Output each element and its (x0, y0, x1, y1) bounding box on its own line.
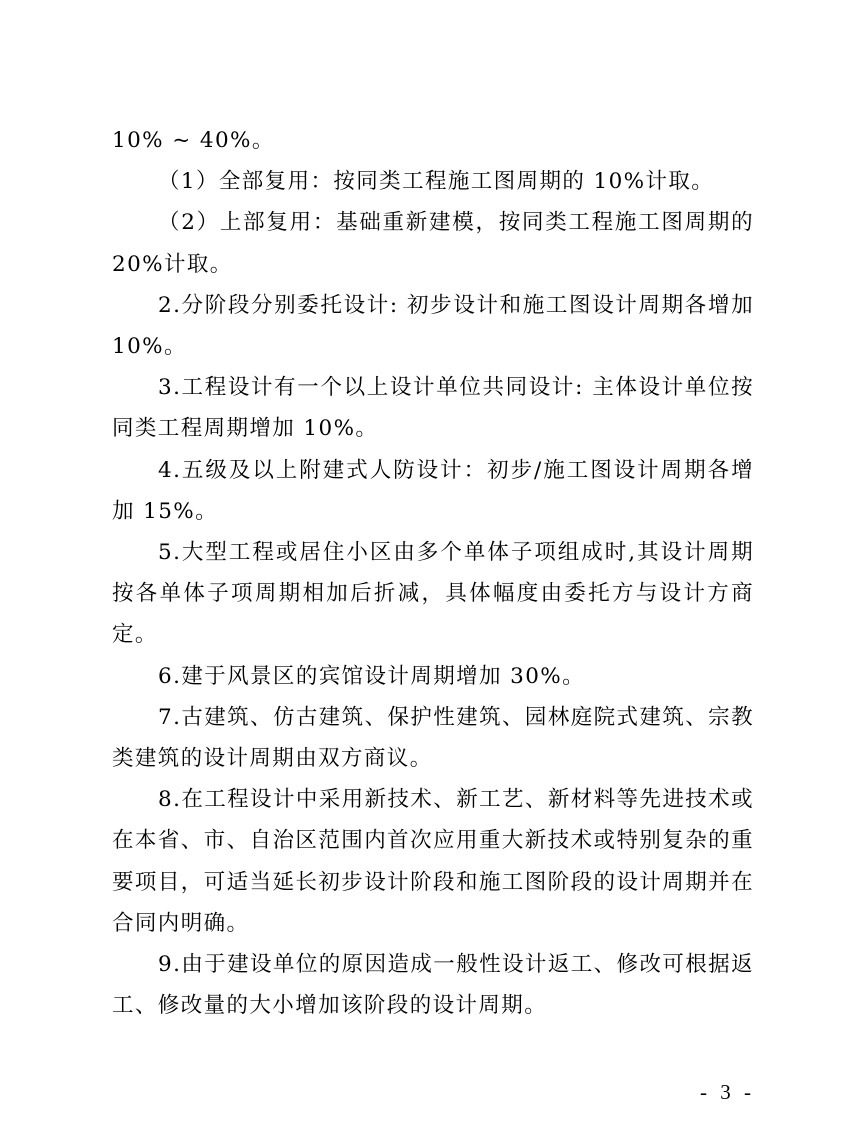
paragraph: 6.建于风景区的宾馆设计周期增加 30%。 (158, 663, 586, 689)
paragraph: 9.由于建设单位的原因造成一般性设计返工、修改可根据返工、修改量的大小增加该阶段的设计周期。 (112, 952, 754, 1019)
body-text (112, 120, 754, 1026)
paragraph: 7.古建筑、仿古建筑、保护性建筑、园林庭院式建筑、宗教类建筑的设计周期由双方商议。 (112, 704, 754, 772)
paragraph: 5.大型工程或居住小区由多个单体子项组成时,其设计周期按各单体子项周期相加后折减，具体幅度由委托方与设计方商定。 (112, 540, 754, 648)
paragraph: 4.五级及以上附建式人防设计：初步/施工图设计周期各增加 15%。 (112, 457, 754, 524)
paragraph: 3.工程设计有一个以上设计单位共同设计: 主体设计单位按同类工程周期增加 10%。 (112, 375, 754, 442)
paragraph: 10% ~ 40%。 (112, 128, 275, 153)
paragraph: 2.分阶段分别委托设计: 初步设计和施工图设计周期各增加 10%。 (112, 292, 754, 360)
paragraph: 8.在工程设计中采用新技术、新工艺、新材料等先进技术或在本省、市、自治区范围内首次应用重大新技术或特别复杂的重要项目，可适当延长初步设计阶段和施工图阶段的设计周期并在合同内明确。 (112, 787, 754, 936)
page-number: - 3 - (700, 1080, 755, 1104)
paragraph: （2）上部复用：基础重新建模，按同类工程施工图周期的 20%计取。 (112, 210, 754, 277)
paragraph: （1）全部复用：按同类工程施工图周期的 10%计取。 (158, 169, 715, 195)
